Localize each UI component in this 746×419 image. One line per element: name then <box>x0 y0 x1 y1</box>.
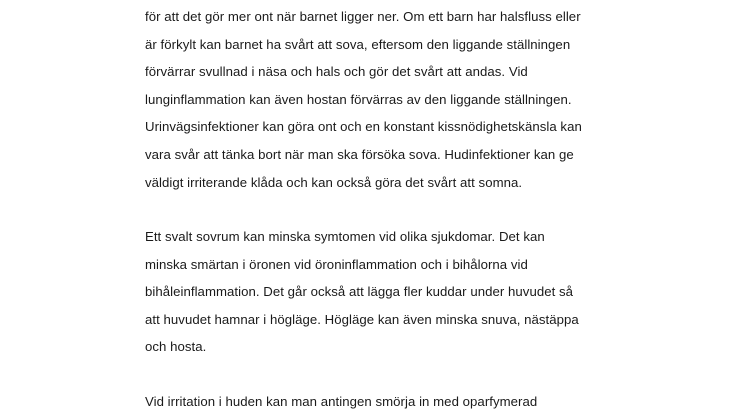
paragraph-1 <box>145 3 615 196</box>
paragraph-3 <box>145 388 615 416</box>
text-line: Vid irritation i huden kan man antingen smörja in med oparfymerad <box>145 394 538 409</box>
text-line: Urinvägsinfektioner kan göra ont och en konstant kissnödighetskänsla kan <box>145 119 582 135</box>
text-line: för att det gör mer ont när barnet ligger ner. Om ett barn har halsfluss eller <box>145 9 581 24</box>
text-line: bihåleinflammation. Det går också att lägga fler kuddar under huvudet så <box>145 284 574 300</box>
paragraph-2 <box>145 223 615 361</box>
text-line: att huvudet hamnar i högläge. Högläge kan även minska snuva, nästäppa <box>145 311 579 327</box>
text-line: minska smärtan i öronen vid öroninflammation och i bihålorna vid <box>145 256 528 272</box>
text-line: förvärrar svullnad i näsa och hals och gör det svårt att andas. Vid <box>145 64 528 80</box>
text-line: lunginflammation kan även hostan förvärras av den liggande ställningen. <box>145 91 572 107</box>
text-line: Ett svalt sovrum kan minska symtomen vid olika sjukdomar. Det kan <box>145 229 545 244</box>
text-line: väldigt irriterande klåda och kan också göra det svårt att somna. <box>145 174 523 190</box>
text-line: är förkylt kan barnet ha svårt att sova, eftersom den liggande ställningen <box>145 36 571 52</box>
text-line: vara svår att tänka bort när man ska försöka sova. Hudinfektioner kan ge <box>145 146 574 162</box>
text-line: och hosta. <box>145 339 207 355</box>
